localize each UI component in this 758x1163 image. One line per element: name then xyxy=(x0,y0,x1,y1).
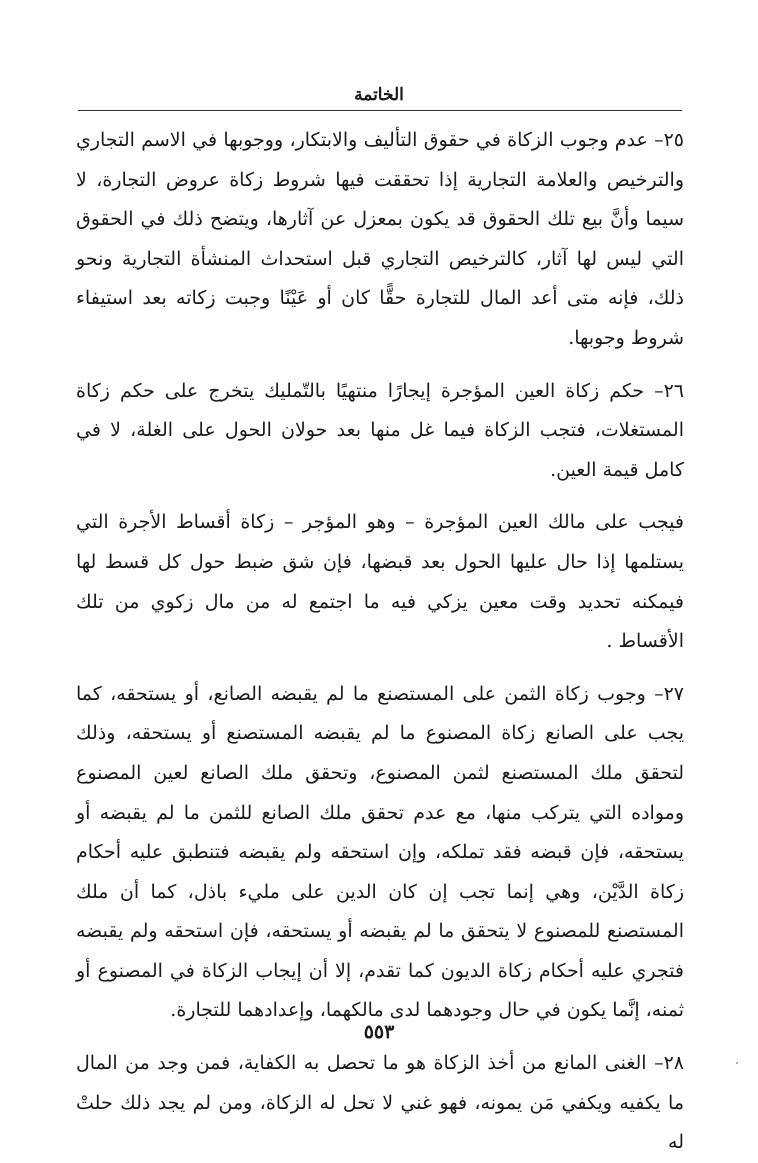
paragraph-26: ٢٦– حكم زكاة العين المؤجرة إيجارًا منتهيًا بالتّمليك يتخرج على حكم زكاة المستغلات، فتجب الزكاة فيما غل منها بعد حولان الحول على الغلة، لا في كامل قيمة العين. xyxy=(76,379,684,481)
page-number: ٥٥٣ xyxy=(363,1021,395,1043)
paragraph-25: ٢٥– عدم وجوب الزكاة في حقوق التأليف والابتكار، ووجوبها في الاسم التجاري والترخيص والعلامة التجارية إذا تحققت فيها شروط زكاة عروض التجارة، لا سيما وأنَّ بيع تلك الحقوق قد يكون بمعزل عن آثارها، ويتضح ذلك في الحقوق التي ليس لها آثار، كالترخيص التجاري قبل استحداث المنشأة التجارية ونحو ذلك، فإنه متى أعد المال للتجارة حقًّا كان أو عَيْنًا وجبت زكاته بعد استيفاء شروط وجوبها. xyxy=(76,129,684,349)
paragraph-27: ٢٧– وجوب زكاة الثمن على المستصنع ما لم يقبضه الصانع، أو يستحقه، كما يجب على الصانع زكاة المصنوع ما لم يقبضه المستصنع أو يستحقه، وذلك لتحقق ملك المستصنع لثمن المصنوع، وتحقق ملك الصانع لعين المصنوع ومواده التي يتركب منها، مع عدم تحقق ملك الصانع للثمن ما لم يقبضه أو يستحقه، فإن قبضه فقد تملكه، وإن استحقه ولم يقبضه فتنطبق عليه أحكام زكاة الدَّيْن، وهي إنما تجب إن كان الدين على مليء باذل، كما أن ملك المستصنع للمصنوع لا يتحقق ما لم يقبضه أو يستحقه، فإن استحقه ولم يقبضه فتجري عليه أحكام زكاة الديون كما تقدم، إلا أن إيجاب الزكاة في المصنوع أو ثمنه، إنَّما يكون في حال وجودهما لدى مالكهما، وإعدادهما للتجارة. xyxy=(76,682,684,1022)
scan-speck xyxy=(736,1062,738,1064)
paragraph-28: ٢٨– الغنى المانع من أخذ الزكاة هو ما تحصل به الكفاية، فمن وجد من المال ما يكفيه ويكفي مَن يمونه، فهو غني لا تحل له الزكاة، ومن لم يجد ذلك حلتْ له xyxy=(76,1052,684,1154)
header-rule xyxy=(78,110,682,111)
body-text xyxy=(76,121,684,1163)
running-head: الخاتمة xyxy=(354,85,404,105)
paragraph-26-continued: فيجب على مالك العين المؤجرة – وهو المؤجر – زكاة أقساط الأجرة التي يستلمها إذا حال عليها الحول بعد قبضها، فإن شق ضبط حول كل قسط لها فيمكنه تحديد وقت معين يزكي فيه ما اجتمع له من مال زكوي من تلك الأقساط . xyxy=(76,511,684,653)
